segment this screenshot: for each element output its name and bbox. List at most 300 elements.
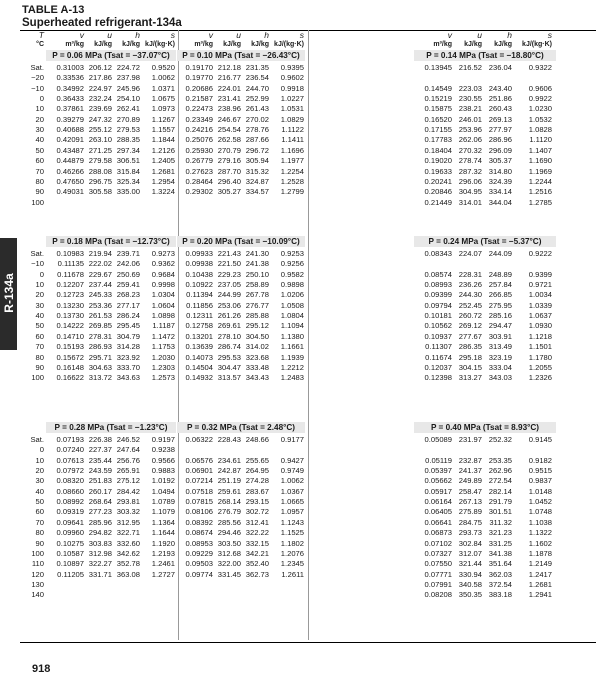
property-cell: 0.9238 (151, 445, 175, 455)
property-cell: 1.0789 (151, 497, 175, 507)
property-cell: 1.1690 (528, 156, 552, 166)
property-cell: 0.9253 (280, 249, 304, 258)
property-cell: 1.0494 (151, 486, 175, 496)
property-cell: 0.27623 (185, 166, 213, 176)
property-cell: 295.12 (245, 321, 269, 331)
property-cell: 269.61 (217, 321, 241, 331)
property-cell: 221.43 (217, 249, 241, 258)
property-cell: 0.9918 (280, 83, 304, 93)
property-cell: 0.12398 (424, 373, 452, 383)
property-cell: 1.1802 (280, 538, 304, 548)
property-cell: 1.1602 (528, 538, 552, 548)
property-cell: 234.61 (217, 455, 241, 465)
property-cell: 262.41 (116, 104, 140, 114)
property-cell: 1.1120 (529, 135, 552, 145)
column-symbol: h (507, 30, 512, 40)
property-cell: 0.08993 (424, 280, 452, 290)
property-cell: 1.1079 (151, 507, 175, 517)
section-tab-label: R-134a (2, 273, 16, 313)
temperature-cell: 30 (35, 476, 44, 486)
property-cell: 270.32 (458, 145, 482, 155)
property-cell: 362.03 (488, 569, 512, 579)
property-cell: 0.15219 (424, 94, 452, 103)
property-cell: 1.0531 (280, 104, 304, 114)
property-cell: 0.13639 (185, 342, 213, 352)
property-cell: 1.2799 (280, 187, 304, 197)
property-cell: 0.08660 (56, 486, 84, 496)
property-cell: 236.04 (488, 63, 512, 72)
property-cell: 0.08208 (424, 590, 452, 600)
property-cell: 293.73 (458, 528, 482, 538)
property-cell: 251.83 (88, 476, 112, 486)
property-cell: 286.74 (217, 342, 241, 352)
property-cell: 247.64 (116, 445, 140, 455)
property-cell: 0.12037 (424, 362, 452, 372)
property-cell: 277.97 (488, 125, 512, 135)
property-cell: 243.59 (88, 466, 112, 476)
property-cell: 251.86 (488, 94, 512, 103)
property-cell: 253.36 (88, 300, 112, 310)
property-cell: 260.17 (88, 486, 112, 496)
property-cell: 261.53 (88, 311, 112, 321)
property-cell: 224.07 (458, 249, 482, 258)
property-cell: 1.1472 (151, 331, 175, 341)
pressure-header: P = 0.24 MPa (Tsat = −5.37°C) (414, 236, 556, 247)
property-cell: 242.87 (217, 466, 241, 476)
property-cell: 0.36433 (56, 94, 84, 103)
property-cell: 350.35 (458, 590, 482, 600)
property-cell: 303.91 (488, 331, 512, 341)
property-cell: 296.09 (488, 145, 512, 155)
property-cell: 1.2055 (528, 362, 552, 372)
temperature-cell: 140 (31, 590, 44, 600)
property-cell: 244.99 (217, 290, 241, 300)
property-cell: 0.9602 (280, 73, 304, 83)
property-cell: 1.1969 (528, 166, 552, 176)
property-cell: 305.37 (488, 156, 512, 166)
property-cell: 1.0148 (528, 486, 552, 496)
property-cell: 238.21 (458, 104, 482, 114)
temperature-cell: 0 (39, 269, 44, 279)
property-cell: 0.9182 (528, 455, 552, 465)
property-cell: 266.85 (488, 290, 512, 300)
property-cell: 1.2126 (151, 145, 175, 155)
pressure-header: P = 0.18 MPa (Tsat = −12.73°C) (46, 236, 176, 247)
property-cell: 304.15 (458, 362, 482, 372)
column-symbol: v (79, 30, 84, 40)
property-cell: 330.94 (458, 569, 482, 579)
property-cell: 334.14 (488, 187, 512, 197)
property-cell: 0.9177 (280, 435, 304, 444)
property-cell: 228.43 (217, 435, 241, 444)
property-cell: 251.19 (217, 476, 241, 486)
property-cell: 0.07214 (185, 476, 213, 486)
property-cell: 303.32 (116, 507, 140, 517)
property-cell: 1.2254 (280, 166, 304, 176)
column-symbol: v (208, 30, 213, 40)
property-cell: 0.34992 (56, 83, 84, 93)
property-cell: 302.84 (458, 538, 482, 548)
property-cell: 0.20686 (185, 83, 213, 93)
property-cell: 344.04 (488, 197, 512, 207)
property-cell: 333.48 (245, 362, 269, 372)
property-cell: 0.44879 (56, 156, 84, 166)
temperature-cell: 50 (35, 321, 44, 331)
column-unit: kJ/kg (94, 41, 112, 48)
property-cell: 0.9322 (528, 63, 552, 72)
property-cell: 1.2417 (528, 569, 552, 579)
property-cell: 305.58 (88, 187, 112, 197)
pressure-header: P = 0.28 MPa (Tsat = −1.23°C) (46, 422, 176, 433)
property-cell: 312.41 (245, 517, 269, 527)
property-cell: 241.37 (458, 466, 482, 476)
property-cell: 231.35 (245, 63, 269, 72)
property-cell: 0.18404 (424, 145, 452, 155)
property-cell: 0.13201 (185, 331, 213, 341)
property-cell: 0.10937 (424, 331, 452, 341)
page-number: 918 (32, 663, 51, 675)
property-cell: 303.50 (217, 538, 241, 548)
property-cell: 262.58 (217, 135, 241, 145)
property-cell: 242.06 (116, 259, 140, 269)
property-cell: 0.9273 (151, 249, 175, 258)
property-cell: 0.11307 (425, 342, 452, 352)
property-cell: 0.09399 (424, 290, 452, 300)
property-cell: 252.32 (488, 435, 512, 444)
property-cell: 322.71 (116, 528, 140, 538)
column-unit: kJ/(kg·K) (274, 41, 304, 48)
property-cell: 0.11856 (186, 300, 213, 310)
property-cell: 250.69 (116, 269, 140, 279)
property-cell: 0.12723 (56, 290, 84, 300)
property-cell: 285.96 (88, 517, 112, 527)
property-cell: 297.34 (116, 145, 140, 155)
property-cell: 304.50 (245, 331, 269, 341)
property-cell: 0.10922 (185, 280, 213, 290)
property-cell: 274.28 (245, 476, 269, 486)
property-cell: 287.32 (458, 166, 482, 176)
property-cell: 305.27 (217, 187, 241, 197)
property-cell: 314.01 (458, 197, 482, 207)
property-cell: 275.89 (458, 507, 482, 517)
property-cell: 1.0034 (528, 290, 552, 300)
property-cell: 1.0829 (280, 114, 304, 124)
property-cell: 241.30 (245, 249, 269, 258)
property-cell: 0.9749 (280, 466, 304, 476)
property-cell: 1.2076 (280, 548, 304, 558)
property-cell: 305.94 (245, 156, 269, 166)
property-cell: 323.68 (245, 352, 269, 362)
property-cell: 0.14549 (424, 83, 452, 93)
property-cell: 268.23 (116, 290, 140, 300)
property-cell: 250.10 (245, 269, 269, 279)
property-cell: 0.08674 (185, 528, 213, 538)
temperature-cell: 50 (35, 497, 44, 507)
column-symbol: u (107, 30, 112, 40)
property-cell: 0.9520 (151, 63, 175, 72)
property-cell: 1.1557 (151, 125, 175, 135)
property-cell: 267.78 (245, 290, 269, 300)
property-cell: 0.9606 (528, 83, 552, 93)
property-cell: 372.54 (488, 579, 512, 589)
property-cell: 0.09774 (185, 569, 213, 579)
property-cell: 0.08574 (424, 269, 452, 279)
temperature-cell: 0 (39, 94, 44, 103)
property-cell: 294.46 (217, 528, 241, 538)
property-cell: 224.97 (88, 83, 112, 93)
property-cell: 315.84 (116, 166, 140, 176)
property-cell: 1.1753 (151, 342, 175, 352)
property-cell: 295.18 (458, 352, 482, 362)
property-cell: 0.15672 (56, 352, 84, 362)
property-cell: 0.07240 (56, 445, 84, 455)
property-cell: 248.66 (245, 435, 269, 444)
property-cell: 0.22473 (185, 104, 213, 114)
property-cell: 0.06322 (185, 435, 213, 444)
property-cell: 1.2405 (151, 156, 175, 166)
pressure-header: P = 0.32 MPa (Tsat = 2.48°C) (177, 422, 305, 433)
property-cell: 258.89 (245, 280, 269, 290)
property-cell: 253.35 (488, 455, 512, 465)
property-cell: 0.9721 (528, 280, 552, 290)
property-cell: 0.09960 (56, 528, 84, 538)
property-cell: 0.07991 (424, 579, 452, 589)
column-unit: kJ/(kg·K) (145, 41, 175, 48)
temperature-cell: 60 (35, 331, 44, 341)
property-cell: 232.24 (88, 94, 112, 103)
property-cell: 287.70 (217, 166, 241, 176)
property-cell: 1.2516 (528, 187, 552, 197)
temperature-cell: Sat. (30, 63, 44, 72)
property-cell: 303.83 (88, 538, 112, 548)
property-cell: 302.72 (245, 507, 269, 517)
property-cell: 254.54 (217, 125, 241, 135)
property-cell: 1.1094 (280, 321, 304, 331)
property-cell: 0.14073 (185, 352, 213, 362)
property-cell: 0.08343 (424, 249, 452, 258)
property-cell: 0.07102 (424, 538, 452, 548)
table-title: TABLE A-13 (22, 4, 85, 16)
temperature-cell: −20 (31, 73, 44, 83)
property-cell: 224.01 (217, 83, 241, 93)
property-cell: 1.3224 (151, 187, 175, 197)
pressure-header: P = 0.20 MPa (Tsat = −10.09°C) (177, 236, 305, 247)
property-cell: 286.96 (488, 135, 512, 145)
property-cell: 270.02 (245, 114, 269, 124)
property-cell: 343.43 (245, 373, 269, 383)
property-cell: 1.2954 (151, 176, 175, 186)
property-cell: 0.19633 (424, 166, 452, 176)
property-cell: 1.2785 (528, 197, 552, 207)
property-cell: 0.37861 (56, 104, 84, 114)
property-cell: 0.9898 (280, 280, 304, 290)
property-cell: 313.27 (458, 373, 482, 383)
temperature-cell: 70 (35, 517, 44, 527)
column-symbol: u (477, 30, 482, 40)
property-cell: 0.47650 (56, 176, 84, 186)
property-cell: 0.9222 (528, 249, 552, 258)
property-cell: 1.2212 (280, 362, 304, 372)
property-cell: 1.2193 (151, 548, 175, 558)
property-cell: 340.58 (458, 579, 482, 589)
temperature-cell: 90 (35, 362, 44, 372)
property-cell: 235.44 (88, 455, 112, 465)
property-cell: 0.16622 (56, 373, 84, 383)
property-cell: 261.43 (245, 104, 269, 114)
property-cell: 383.18 (488, 590, 512, 600)
pressure-header: P = 0.10 MPa (Tsat = −26.43°C) (177, 50, 305, 61)
property-cell: 1.0227 (280, 94, 304, 103)
property-cell: 262.96 (488, 466, 512, 476)
property-cell: 0.23349 (185, 114, 213, 124)
property-cell: 268.14 (217, 497, 241, 507)
property-cell: 324.87 (245, 176, 269, 186)
property-cell: 0.9998 (151, 280, 175, 290)
property-cell: 1.1122 (281, 125, 304, 135)
temperature-cell: 30 (35, 300, 44, 310)
temperature-cell: 80 (35, 352, 44, 362)
property-cell: 0.06873 (424, 528, 452, 538)
property-cell: 0.19020 (424, 156, 452, 166)
property-cell: 236.26 (458, 280, 482, 290)
property-cell: 1.0062 (280, 476, 304, 486)
property-cell: 1.1525 (280, 528, 304, 538)
property-cell: 279.58 (88, 156, 112, 166)
property-cell: 0.11205 (57, 569, 84, 579)
property-cell: 241.38 (245, 259, 269, 269)
temperature-cell: Sat. (30, 249, 44, 258)
property-cell: 1.2483 (280, 373, 304, 383)
property-cell: 1.1977 (280, 156, 304, 166)
property-cell: 1.1644 (151, 528, 175, 538)
property-cell: 0.24216 (185, 125, 213, 135)
property-cell: 1.1380 (280, 331, 304, 341)
property-cell: 282.14 (488, 486, 512, 496)
temperature-cell: 60 (35, 156, 44, 166)
property-cell: 247.32 (88, 114, 112, 124)
temperature-cell: 40 (35, 135, 44, 145)
property-cell: 1.0930 (528, 321, 552, 331)
property-cell: 334.57 (245, 187, 269, 197)
property-cell: 0.10275 (56, 538, 84, 548)
column-unit: m³/kg (65, 41, 84, 48)
property-cell: 1.2941 (528, 590, 552, 600)
property-cell: 245.33 (88, 290, 112, 300)
property-cell: 269.85 (88, 321, 112, 331)
temperature-cell: 90 (35, 187, 44, 197)
property-cell: 244.09 (488, 249, 512, 258)
property-cell: 1.1844 (151, 135, 175, 145)
column-separator (308, 30, 309, 640)
property-cell: 0.11674 (425, 352, 452, 362)
column-symbol: s (299, 30, 304, 40)
property-cell: 238.96 (217, 104, 241, 114)
property-cell: 0.9684 (151, 269, 175, 279)
property-cell: 0.9197 (151, 435, 175, 444)
property-cell: 1.1939 (280, 352, 304, 362)
property-cell: 265.91 (116, 466, 140, 476)
property-cell: 0.06901 (185, 466, 213, 476)
property-cell: 1.0339 (528, 300, 552, 310)
temperature-cell: 70 (35, 166, 44, 176)
property-cell: 1.0973 (151, 104, 175, 114)
property-cell: 227.37 (88, 445, 112, 455)
temperature-cell: 10 (35, 104, 44, 114)
temperature-cell: −10 (31, 259, 44, 269)
property-cell: 1.0230 (528, 104, 552, 114)
property-cell: 1.1696 (280, 145, 304, 155)
property-cell: 232.87 (458, 455, 482, 465)
property-cell: 1.1411 (281, 135, 304, 145)
property-cell: 1.0304 (151, 290, 175, 300)
property-cell: 229.23 (217, 269, 241, 279)
temperature-cell: 20 (35, 114, 44, 124)
property-cell: 288.35 (116, 135, 140, 145)
property-cell: 323.19 (488, 352, 512, 362)
property-cell: 1.0898 (151, 311, 175, 321)
property-cell: 0.08392 (185, 517, 213, 527)
property-cell: 279.16 (217, 156, 241, 166)
column-unit: kJ/kg (223, 41, 241, 48)
property-cell: 291.79 (488, 497, 512, 507)
property-cell: 277.17 (116, 300, 140, 310)
property-cell: 0.05397 (424, 466, 452, 476)
property-cell: 1.0748 (528, 507, 552, 517)
property-cell: 286.35 (458, 342, 482, 352)
property-cell: 0.19170 (185, 63, 213, 72)
column-symbol: v (447, 30, 452, 40)
column-symbol: s (547, 30, 552, 40)
property-cell: 249.89 (458, 476, 482, 486)
property-cell: 296.72 (245, 145, 269, 155)
property-cell: 342.62 (116, 548, 140, 558)
property-cell: 270.79 (217, 145, 241, 155)
property-cell: 0.10181 (424, 311, 452, 321)
property-cell: 286.24 (116, 311, 140, 321)
temperature-cell: 0 (39, 445, 44, 455)
property-cell: 237.05 (217, 280, 241, 290)
property-cell: 212.18 (217, 63, 241, 72)
property-cell: 275.95 (488, 300, 512, 310)
temperature-cell: 100 (31, 197, 44, 207)
property-cell: 1.0604 (151, 300, 175, 310)
property-cell: 1.0957 (280, 507, 304, 517)
property-cell: 285.88 (245, 311, 269, 321)
property-cell: 304.95 (458, 187, 482, 197)
property-cell: 332.15 (245, 538, 269, 548)
property-cell: 0.9427 (280, 455, 304, 465)
property-cell: 1.0508 (280, 300, 304, 310)
property-cell: 0.13730 (56, 311, 84, 321)
property-cell: 0.07815 (185, 497, 213, 507)
property-cell: 1.0206 (280, 290, 304, 300)
property-cell: 294.82 (88, 528, 112, 538)
property-cell: 260.43 (488, 104, 512, 114)
property-cell: 277.23 (88, 507, 112, 517)
property-cell: 278.10 (217, 331, 241, 341)
property-cell: 237.98 (116, 73, 140, 83)
property-cell: 293.15 (245, 497, 269, 507)
column-symbol: h (135, 30, 140, 40)
property-cell: 1.2244 (528, 176, 552, 186)
property-cell: 313.72 (88, 373, 112, 383)
property-cell: 206.12 (88, 63, 112, 72)
property-cell: 1.1243 (280, 517, 304, 527)
property-cell: 1.1038 (528, 517, 552, 527)
property-cell: 1.0371 (151, 83, 175, 93)
property-cell: 0.17783 (424, 135, 452, 145)
property-cell: 0.9362 (151, 259, 175, 269)
